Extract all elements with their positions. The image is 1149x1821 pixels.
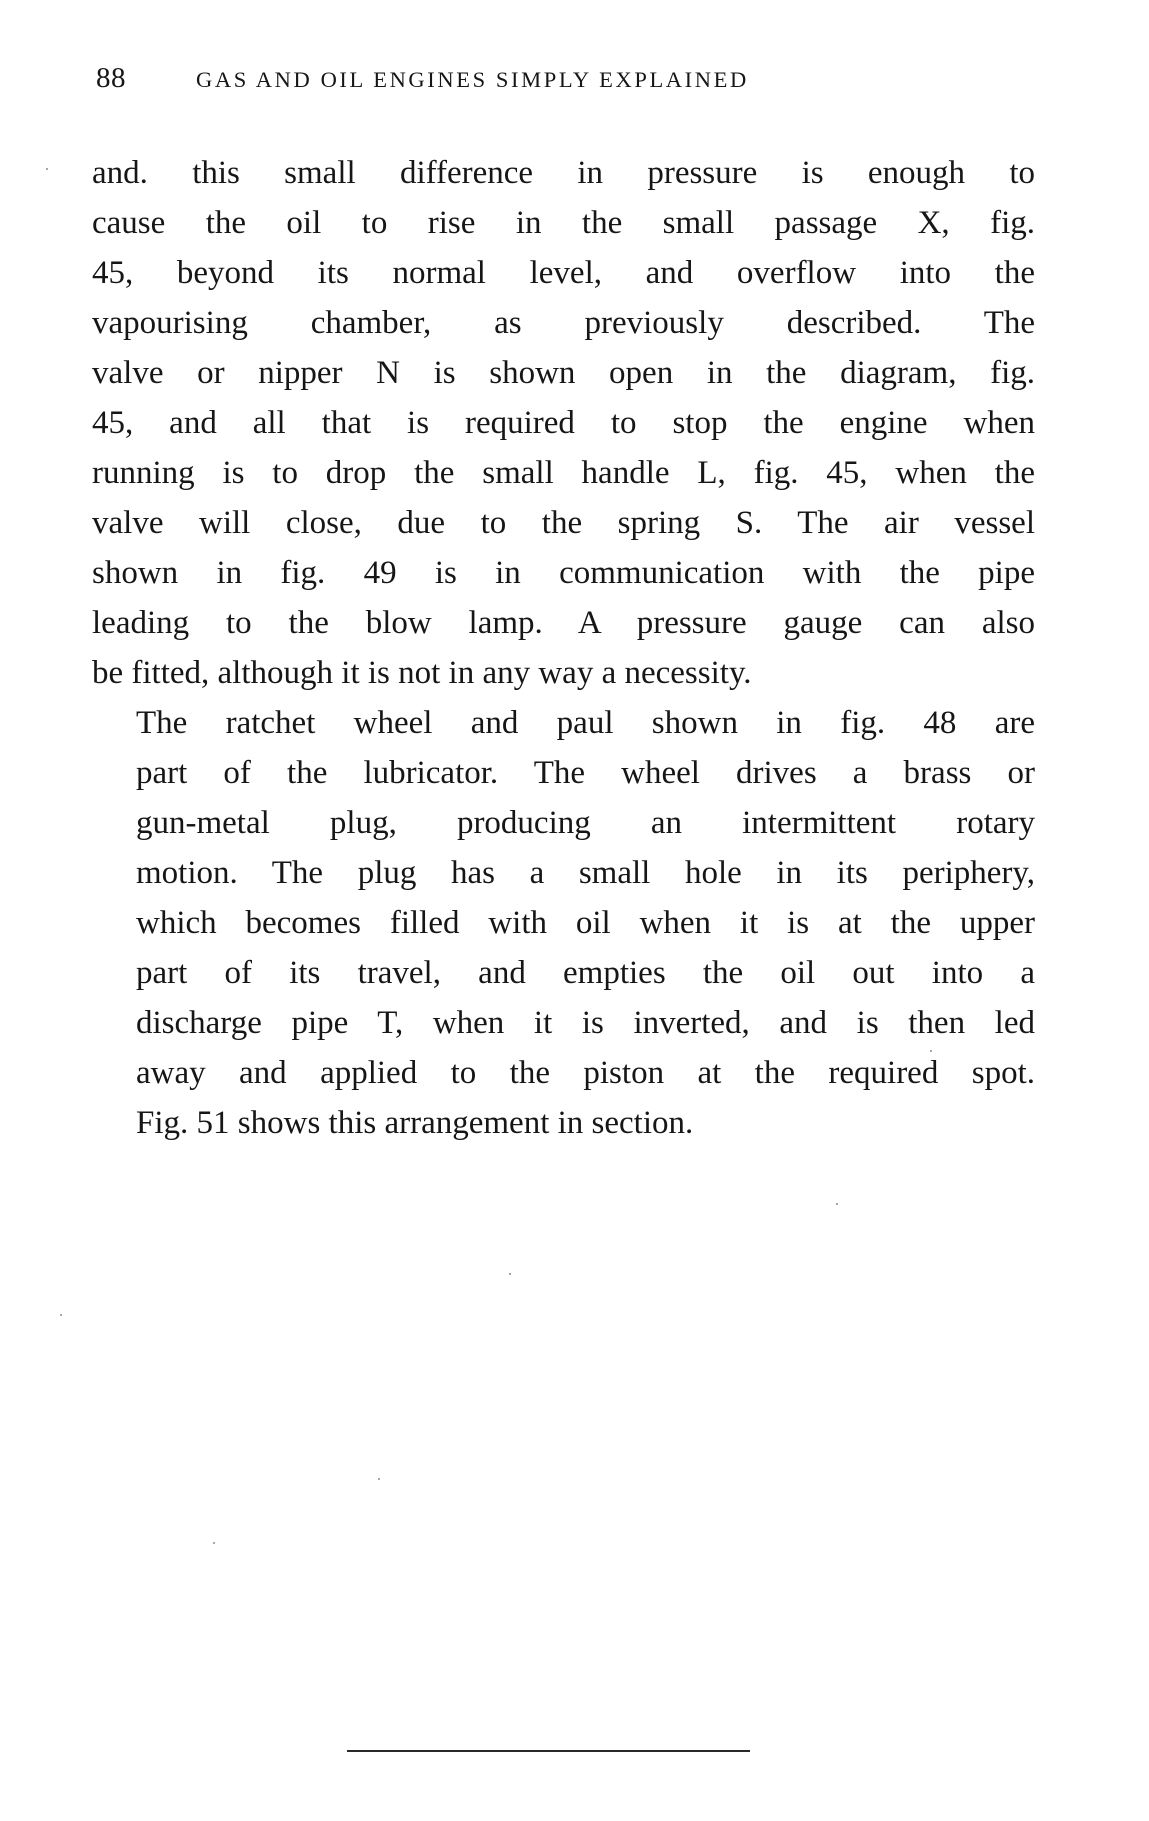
text-line: valve will close, due to the spring S. The air vessel	[92, 505, 1035, 541]
text-line: Fig. 51 shows this arrangement in section.	[136, 1105, 694, 1141]
print-speck	[378, 1478, 380, 1480]
text-line: motion. The plug has a small hole in its periphery,	[136, 855, 1035, 891]
body-text	[92, 148, 1035, 1148]
print-speck	[213, 1542, 215, 1544]
text-line: 45, beyond its normal level, and overflow into the	[92, 255, 1035, 291]
end-rule	[347, 1750, 750, 1752]
text-line: vapourising chamber, as previously described. The	[92, 305, 1035, 341]
print-speck	[46, 168, 48, 170]
text-line: shown in fig. 49 is in communication with the pipe	[92, 555, 1035, 591]
text-line: gun-metal plug, producing an intermittent rotary	[136, 805, 1035, 841]
paragraph-2	[92, 698, 1035, 1148]
text-line: and. this small difference in pressure is enough to	[92, 155, 1035, 191]
text-line: The ratchet wheel and paul shown in fig. 48 are	[136, 705, 1035, 741]
text-line: which becomes filled with oil when it is at the upper	[136, 905, 1035, 941]
print-speck	[509, 1273, 511, 1275]
text-line: part of its travel, and empties the oil out into a	[136, 955, 1035, 991]
text-line: discharge pipe T, when it is inverted, and is then led	[136, 1005, 1035, 1041]
print-speck	[60, 1314, 62, 1316]
print-speck	[836, 1203, 838, 1205]
text-line: away and applied to the piston at the required spot.	[136, 1055, 1035, 1091]
text-line: running is to drop the small handle L, fig. 45, when the	[92, 455, 1035, 491]
page-number: 88	[96, 62, 126, 94]
text-line: leading to the blow lamp. A pressure gauge can also	[92, 605, 1035, 641]
paragraph-1	[92, 148, 1035, 698]
text-line: 45, and all that is required to stop the engine when	[92, 405, 1035, 441]
print-speck	[930, 1050, 932, 1052]
running-title: GAS AND OIL ENGINES SIMPLY EXPLAINED	[196, 67, 749, 92]
text-line: valve or nipper N is shown open in the diagram, fig.	[92, 355, 1035, 391]
text-line: cause the oil to rise in the small passage X, fig.	[92, 205, 1035, 241]
running-head	[96, 58, 1036, 98]
text-line: be fitted, although it is not in any way a necessity.	[92, 655, 752, 691]
text-line: part of the lubricator. The wheel drives a brass or	[136, 755, 1035, 791]
